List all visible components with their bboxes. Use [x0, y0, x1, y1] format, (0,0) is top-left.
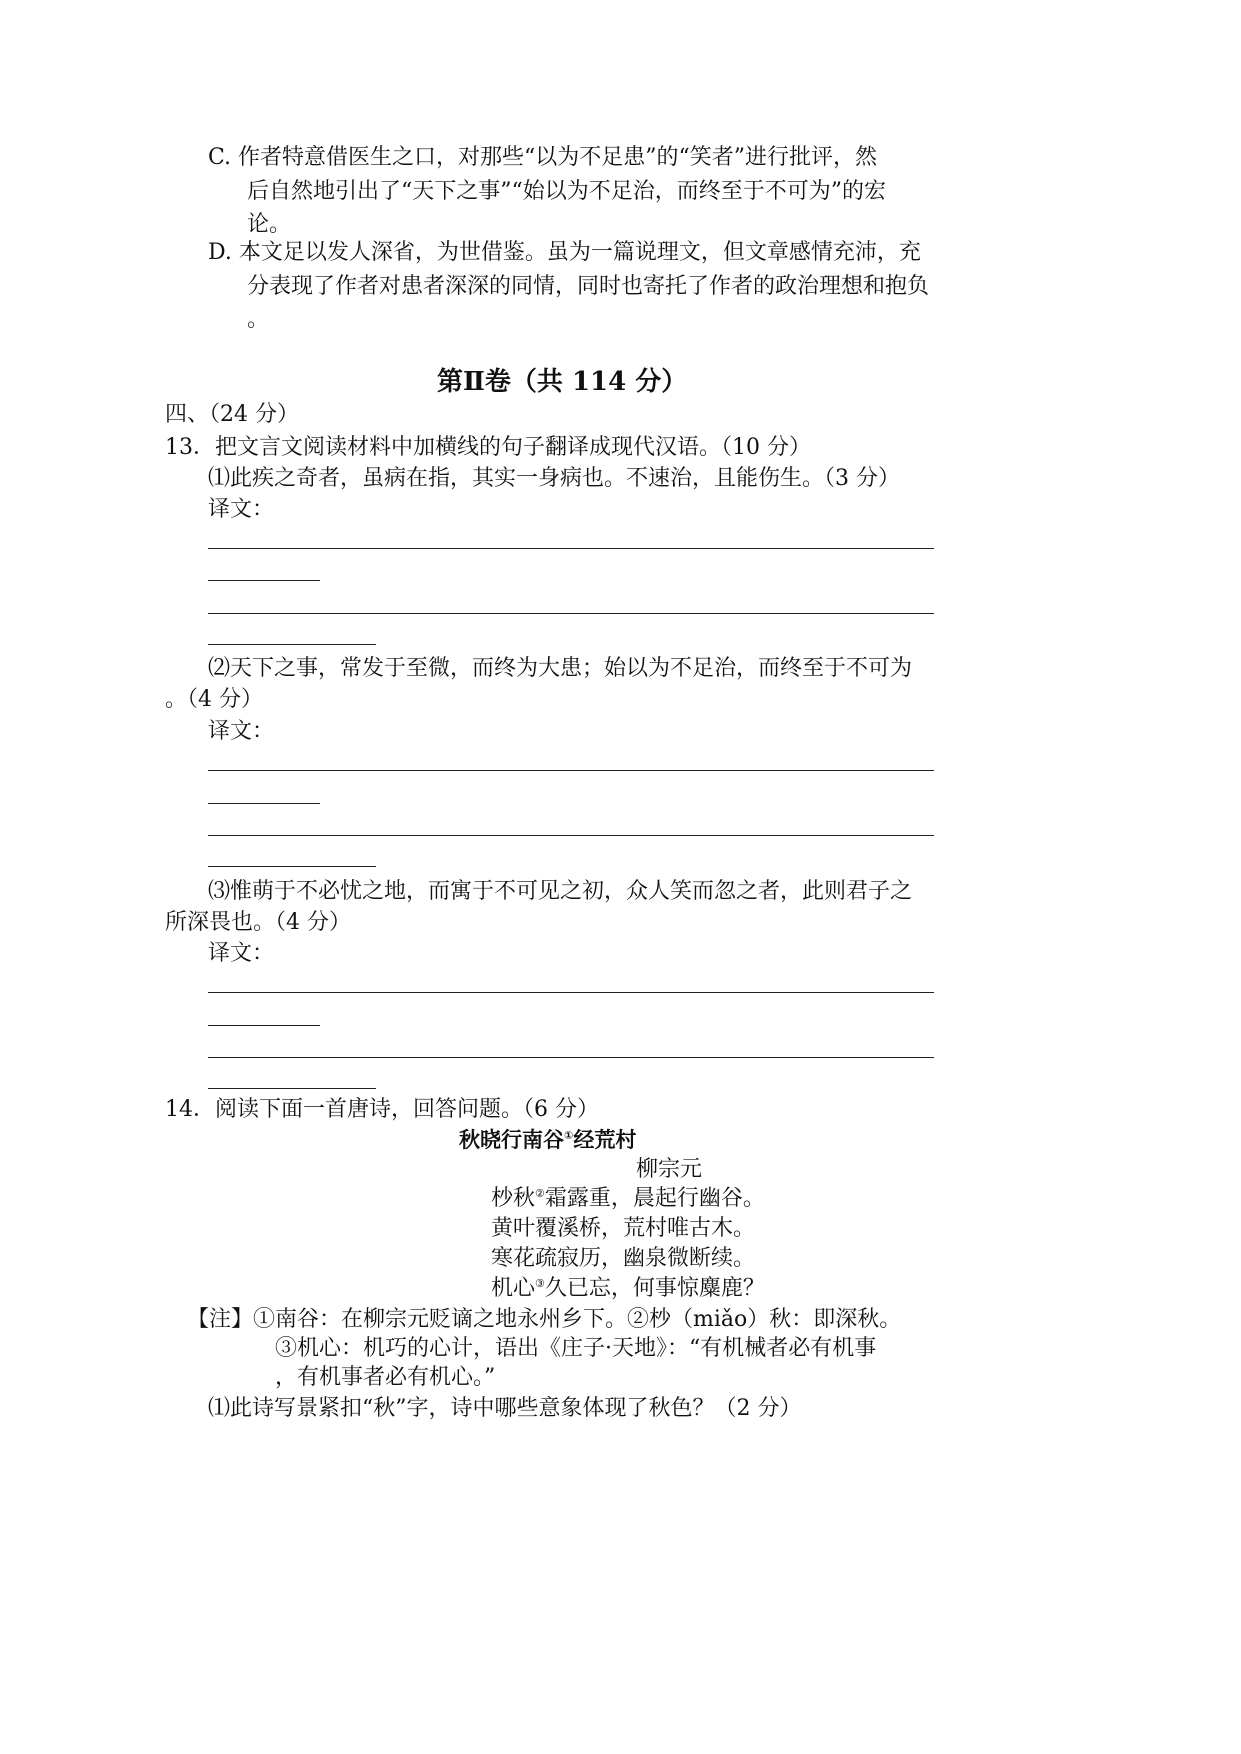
option-d-line-3: 。 — [247, 307, 270, 332]
option-c-line-3: 论。 — [247, 212, 292, 237]
poem-verse-4 — [491, 1278, 765, 1300]
poem-title — [459, 1130, 636, 1151]
q13-sentence-3-line-1: ⑶惟萌于不必忧之地，而寓于不可见之初，众人笑而忽之者，此则君子之 — [208, 879, 913, 904]
option-c-line-1: C. 作者特意借医生之口，对那些“以为不足患”的“笑者”进行批评，然 — [208, 145, 878, 170]
option-d-line-2: 分表现了作者对患者深深的同情，同时也寄托了作者的政治理想和抱负 — [247, 274, 930, 299]
q14-stem: 14．阅读下面一首唐诗，回答问题。（6 分） — [165, 1097, 599, 1122]
poem-note-line-3: ，有机事者必有机心。” — [275, 1365, 496, 1390]
option-d-line-1: D. 本文足以发人深省，为世借鉴。虽为一篇说理文，但文章感情充沛，充 — [208, 240, 921, 265]
verse-1-footnote-mark: ② — [535, 1187, 545, 1200]
answer-line[interactable] — [208, 992, 934, 993]
answer-line[interactable] — [208, 866, 376, 867]
part-2-title: 第Ⅱ卷（共 114 分） — [437, 367, 688, 397]
q13-translation-label-1: 译文： — [208, 497, 275, 522]
section-4-heading: 四、（24 分） — [165, 402, 299, 427]
poem-note-line-2: ③机心：机巧的心计，语出《庄子·天地》：“有机械者必有机事 — [275, 1336, 877, 1361]
verse-1-part-2: 霜露重，晨起行幽谷。 — [544, 1186, 765, 1211]
poem-author: 柳宗元 — [636, 1157, 703, 1182]
poem-verse-3: 寒花疏寂历，幽泉微断续。 — [491, 1246, 756, 1271]
poem-title-part-1: 秋晓行南谷 — [459, 1128, 564, 1152]
poem-verse-2: 黄叶覆溪桥，荒村唯古木。 — [491, 1216, 756, 1241]
answer-line[interactable] — [208, 1088, 376, 1089]
verse-1-part-1: 杪秋 — [491, 1186, 536, 1211]
q14-sub-question-1: ⑴此诗写景紧扣“秋”字，诗中哪些意象体现了秋色？（2 分） — [208, 1396, 802, 1421]
poem-title-part-2: 经荒村 — [573, 1128, 637, 1152]
q13-translation-label-3: 译文： — [208, 941, 275, 966]
verse-4-part-2: 久已忘，何事惊麋鹿？ — [544, 1276, 765, 1301]
answer-line[interactable] — [208, 1057, 934, 1058]
q13-stem: 13．把文言文阅读材料中加横线的句子翻译成现代汉语。（10 分） — [165, 435, 811, 460]
answer-line[interactable] — [208, 644, 376, 645]
poem-title-footnote-mark: ① — [564, 1129, 574, 1142]
answer-line[interactable] — [208, 835, 934, 836]
option-c-line-2: 后自然地引出了“天下之事”“始以为不足治，而终至于不可为”的宏 — [247, 179, 886, 204]
q13-sentence-3-line-2: 所深畏也。（4 分） — [165, 910, 351, 935]
q13-sentence-1: ⑴此疾之奇者，虽病在指，其实一身病也。不速治，且能伤生。（3 分） — [208, 466, 900, 491]
answer-line[interactable] — [208, 770, 934, 771]
answer-line[interactable] — [208, 548, 934, 549]
poem-note-line-1: 【注】①南谷：在柳宗元贬谪之地永州乡下。②杪（miǎo）秋：即深秋。 — [187, 1307, 902, 1332]
answer-line[interactable] — [208, 803, 320, 804]
answer-line[interactable] — [208, 580, 320, 581]
verse-4-footnote-mark: ③ — [535, 1277, 545, 1290]
q13-sentence-2-line-2: 。（4 分） — [165, 687, 263, 712]
q13-translation-label-2: 译文： — [208, 719, 275, 744]
verse-4-part-1: 机心 — [491, 1276, 536, 1301]
poem-verse-1 — [491, 1188, 765, 1210]
answer-line[interactable] — [208, 613, 934, 614]
answer-line[interactable] — [208, 1025, 320, 1026]
q13-sentence-2-line-1: ⑵天下之事，常发于至微，而终为大患；始以为不足治，而终至于不可为 — [208, 656, 913, 681]
